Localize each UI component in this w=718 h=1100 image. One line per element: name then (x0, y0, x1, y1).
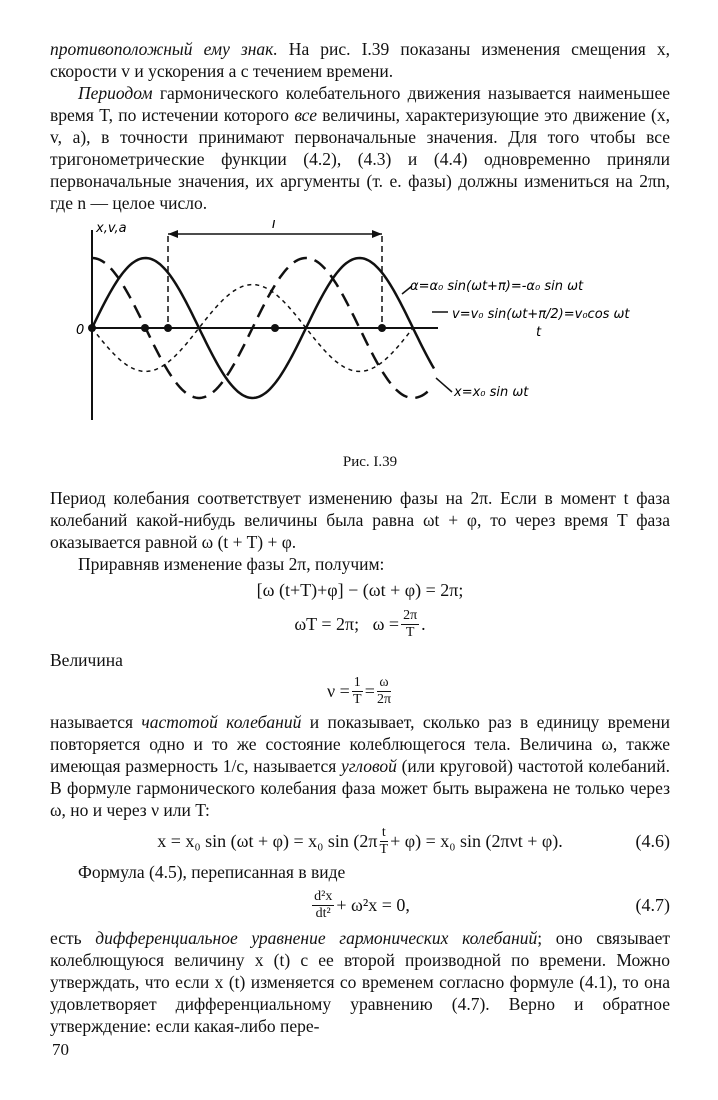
equation-number: (4.7) (635, 894, 670, 915)
equation-4-7 (50, 883, 670, 927)
fraction (377, 675, 391, 708)
term-angular: угловой (341, 756, 397, 776)
term-frequency: частотой колебаний (141, 712, 302, 732)
denominator: 2π (376, 691, 392, 707)
figure-caption: Рис. I.39 (342, 454, 398, 470)
zero-crossing-dot (378, 324, 386, 332)
oscillation-graph (50, 220, 670, 452)
zero-crossing-dot (271, 324, 279, 332)
paragraph-text: есть (50, 928, 96, 948)
numerator: t (381, 824, 386, 840)
term-period: Периодом (78, 83, 153, 103)
page-content (50, 38, 670, 1037)
equation-text: + φ) = x₀ sin (2πνt + φ). (390, 830, 563, 851)
numerator: d²x (314, 888, 333, 904)
paragraph-text: величины, характеризующие это движение (x, v, a), в точности принимают первоначальные значения. Для того чтобы все тригонометрические функции (4.2), (4.3) и (4.4) одновременно приняли первоначальные значения, их аргументы (т. е. фазы) должны измениться на 2πn, где n — целое число. (50, 105, 670, 213)
paragraph-text: и показывает, сколько раз в единицу времени повторяется одно и то же состояние колеблющегося тела. Величина ω, также имеющая размерность 1/с, называется (50, 712, 671, 776)
italic-word: все (294, 105, 317, 125)
numerator: 2π (403, 607, 418, 623)
equation-frequency (50, 671, 670, 711)
origin-label: 0 (76, 323, 85, 338)
denominator: T (353, 691, 362, 707)
fraction (352, 675, 363, 708)
paragraph-text: гармонического колебательного движения называется наименьшее время T, по истечении которого (50, 83, 670, 125)
equation-text: [ω (t+T)+φ] − (ωt + φ) = 2π; (256, 579, 464, 600)
equation-number: (4.6) (635, 830, 670, 851)
label-displacement: x=x₀ sin ωt (454, 385, 529, 400)
equation-4-6 (50, 821, 670, 861)
equation-text: ωT = 2π; ω = (294, 613, 400, 634)
word-velichina: Величина (50, 650, 123, 670)
term-differential-equation: дифференциальное уравнение гармонических колебаний (95, 928, 538, 948)
page-number: 70 (52, 1040, 69, 1059)
fraction (401, 608, 419, 641)
label-velocity: v=v₀ sin(ωt+π/2)=v₀cos ωt (452, 307, 630, 322)
equals-sign: = (364, 680, 375, 701)
paragraph-7 (50, 927, 670, 1037)
arrow-right-icon (372, 230, 382, 238)
origin-dot (88, 324, 96, 332)
numerator: 1 (353, 674, 361, 690)
paragraph-text: На рис. I.39 показаны изменения смещения x, скорости v и ускорения a с течением времени. (50, 39, 670, 81)
paragraph-6: Формула (4.5), переписанная в виде (78, 862, 346, 882)
paragraph-4: Приравняв изменение фазы 2π, получим: (78, 554, 385, 574)
paragraph-text: ; оно связывает колеблющуюся величину x (t) с ее второй производной по времени. Можно утверждать, что если x (t) изменяется со временем согласно формуле (4.1), то она удовлетворяет дифференциальному уравнению (4.7). Верно и обратное утверждение: если какая-либо пере- (50, 928, 670, 1036)
equation-text: x = x₀ sin (ωt + φ) = x₀ sin (2π (157, 830, 378, 851)
italic-phrase: противоположный ему знак. (50, 39, 278, 59)
denominator: T (405, 624, 415, 640)
paragraph-1 (50, 38, 670, 82)
period-label: T (270, 220, 278, 232)
paragraph-2 (50, 82, 670, 214)
paragraph-text: (или круговой) частотой колебаний. В формуле гармонического колебания фаза может быть выражена не только через ω, но и через ν или T: (50, 756, 670, 820)
figure-oscillation-graph (50, 220, 670, 452)
paragraph-text: называется (50, 712, 142, 732)
equation-text: + ω²x = 0, (336, 894, 410, 915)
arrow-left-icon (168, 230, 178, 238)
zero-crossing-dot (141, 324, 149, 332)
equation-phase-change (50, 575, 670, 605)
equation-text: ν = (326, 680, 350, 701)
numerator: ω (379, 674, 389, 690)
zero-crossing-dot (164, 324, 172, 332)
denominator: dt² (315, 905, 331, 921)
denominator: T (379, 841, 389, 857)
fraction (312, 889, 334, 922)
axis-t-label: t (536, 325, 542, 340)
equation-omega: ωT = 2π; ω = $\frac{2\pi}{T}$ . (294, 607, 426, 640)
label-acceleration: α=α₀ sin(ωt+π)=-α₀ sin ωt (410, 279, 584, 294)
paragraph-5 (50, 711, 670, 821)
leader-line-x (436, 378, 452, 392)
paragraph-3: Период колебания соответствует изменению фазы на 2π. Если в момент t фаза колебаний какой-нибудь величины была равна ωt + φ, то через время T фаза оказывается равной ω (t + T) + φ. (50, 488, 670, 552)
axis-y-label: x,v,a (96, 221, 127, 236)
fraction (380, 825, 389, 858)
